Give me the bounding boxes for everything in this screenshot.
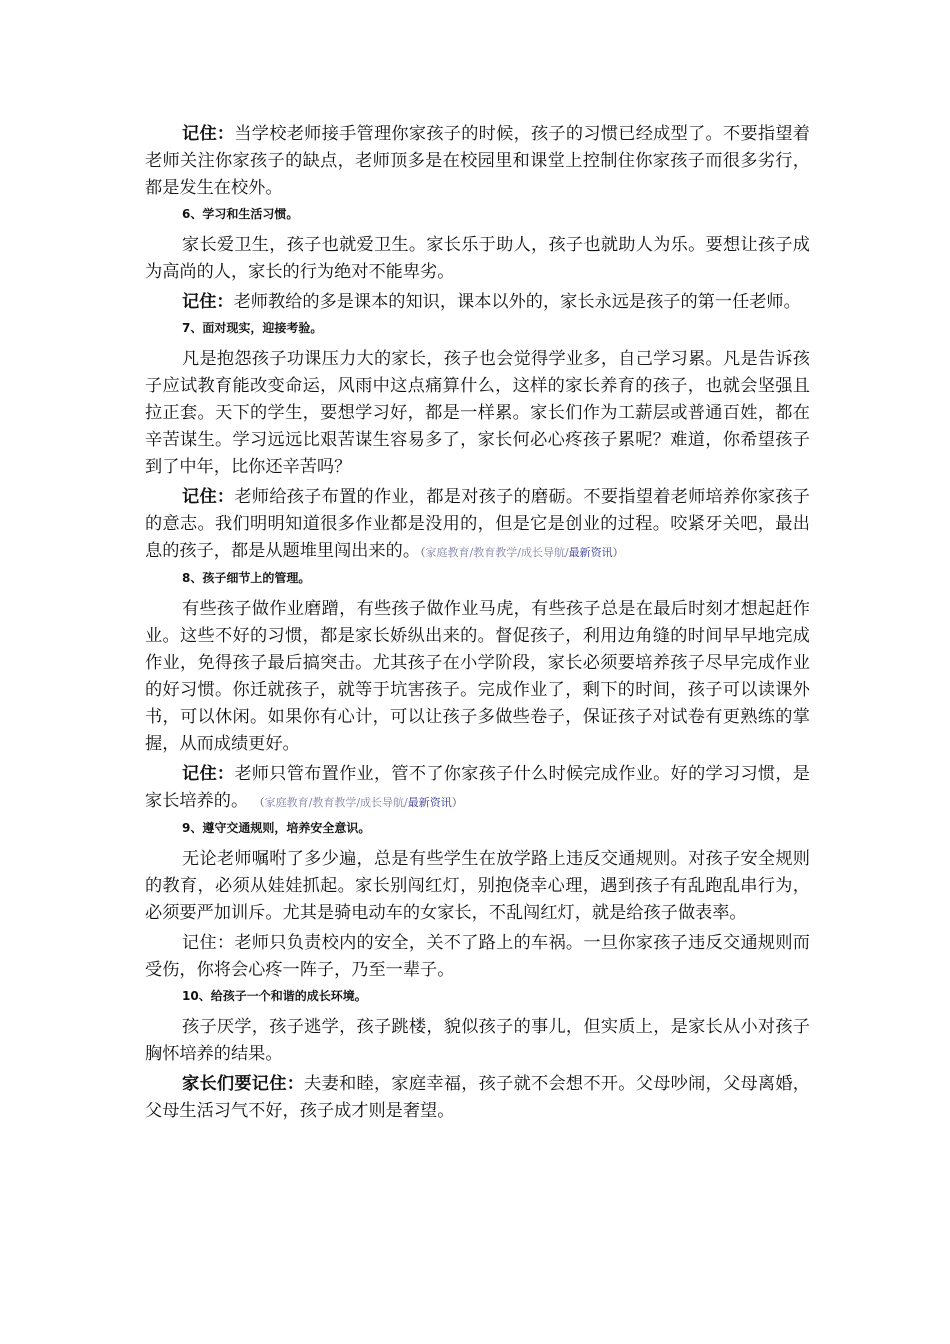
section-heading-8: 8、孩子细节上的管理。 — [182, 571, 311, 585]
paragraph-2 — [145, 232, 810, 286]
link-latest-news[interactable]: 最新资讯 — [568, 546, 613, 559]
section-heading-9: 9、遵守交通规则，培养安全意识。 — [182, 821, 371, 835]
paragraph-text: 老师教给的多是课本的知识，课本以外的，家长永远是孩子的第一任老师。 — [233, 292, 801, 312]
paragraph-8 — [145, 846, 810, 927]
document-body — [145, 121, 810, 1128]
paragraph-text: 当学校老师接手管理你家孩子的时候，孩子的习惯已经成型了。不要指望着老师关注你家孩子的缺点，老师顶多是在校园里和课堂上控制住你家孩子而很多劣行，都是发生在校外。 — [145, 124, 810, 198]
paragraph-9 — [145, 930, 810, 984]
paragraph-text: 无论老师嘱咐了多少遍，总是有些学生在放学路上违反交通规则。对孩子安全规则的教育，必须从娃娃抓起。家长别闯红灯，别抱侥幸心理，遇到孩子有乱跑乱串行为，必须要严加训斥。尤其是骑电动车的女家长，不乱闯红灯，就是给孩子做表率。 — [145, 849, 810, 923]
remember-label: 记住： — [182, 764, 235, 784]
paragraph-11 — [145, 1071, 810, 1125]
remember-label: 记住： — [182, 292, 234, 312]
link-growth-guide[interactable]: 成长导航 — [360, 796, 405, 809]
link-growth-guide[interactable]: 成长导航 — [520, 546, 565, 559]
paragraph-6 — [145, 596, 810, 758]
remember-label: 记住： — [182, 124, 235, 144]
link-family-education[interactable]: 家庭教育 — [425, 546, 470, 559]
paragraph-text: 凡是抱怨孩子功课压力大的家长，孩子也会觉得学业多，自己学习累。凡是告诉孩子应试教育能改变命运，风雨中这点痛算什么，这样的家长养育的孩子，也就会坚强且拉正套。天下的学生，要想学习好，都是一样累。家长们作为工薪层或普通百姓，都在辛苦谋生。学习远远比艰苦谋生容易多了，家长何必心疼孩子累呢？难道，你希望孩子到了中年，比你还辛苦吗？ — [145, 349, 810, 477]
paragraph-text: 老师只管布置作业，管不了你家孩子什么时候完成作业。好的学习习惯，是家长培养的。 — [145, 764, 810, 811]
source-links: （家庭教育/教育教学/成长导航/最新资讯） — [253, 796, 463, 809]
paragraph-1 — [145, 121, 810, 202]
link-family-education[interactable]: 家庭教育 — [264, 796, 309, 809]
section-heading-7: 7、面对现实，迎接考验。 — [182, 321, 323, 335]
paragraph-text: 老师给孩子布置的作业，都是对孩子的磨砺。不要指望着老师培养你家孩子的意志。我们明明知道很多作业都是没用的，但是它是创业的过程。咬紧牙关吧，最出息的孩子，都是从题堆里闯出来的。 — [145, 487, 810, 561]
paragraph-10 — [145, 1014, 810, 1068]
section-heading-6: 6、学习和生活习惯。 — [182, 207, 299, 221]
remember-label: 记住： — [182, 487, 235, 507]
parents-remember-label: 家长们要记住： — [182, 1074, 305, 1094]
link-teaching[interactable]: 教育教学 — [312, 796, 357, 809]
link-teaching[interactable]: 教育教学 — [473, 546, 518, 559]
paragraph-5 — [145, 484, 810, 566]
paragraph-3 — [145, 289, 810, 316]
source-links: （家庭教育/教育教学/成长导航/最新资讯） — [420, 546, 624, 559]
paragraph-text: 有些孩子做作业磨蹭，有些孩子做作业马虎，有些孩子总是在最后时刻才想起赶作业。这些不好的习惯，都是家长娇纵出来的。督促孩子，利用边角缝的时间早早地完成作业，免得孩子最后搞突击。尤其孩子在小学阶段，家长必须要培养孩子尽早完成作业的好习惯。你迁就孩子，就等于坑害孩子。完成作业了，剩下的时间，孩子可以读课外书，可以休闲。如果你有心计，可以让孩子多做些卷子，保证孩子对试卷有更熟练的掌握，从而成绩更好。 — [145, 599, 810, 754]
paragraph-text: 家长爱卫生，孩子也就爱卫生。家长乐于助人，孩子也就助人为乐。要想让孩子成为高尚的人，家长的行为绝对不能卑劣。 — [145, 235, 810, 282]
section-heading-10: 10、给孩子一个和谐的成长环境。 — [182, 989, 367, 1003]
paragraph-7 — [145, 761, 810, 816]
paragraph-text: 夫妻和睦，家庭幸福，孩子就不会想不开。父母吵闹，父母离婚，父母生活习气不好，孩子成才则是奢望。 — [145, 1074, 810, 1121]
paragraph-text: 孩子厌学，孩子逃学，孩子跳楼，貌似孩子的事儿，但实质上，是家长从小对孩子胸怀培养的结果。 — [145, 1017, 810, 1064]
paragraph-4 — [145, 346, 810, 481]
link-latest-news[interactable]: 最新资讯 — [407, 796, 452, 809]
paragraph-text: 记住：老师只负责校内的安全，关不了路上的车祸。一旦你家孩子违反交通规则而受伤，你将会心疼一阵子，乃至一辈子。 — [145, 933, 810, 980]
